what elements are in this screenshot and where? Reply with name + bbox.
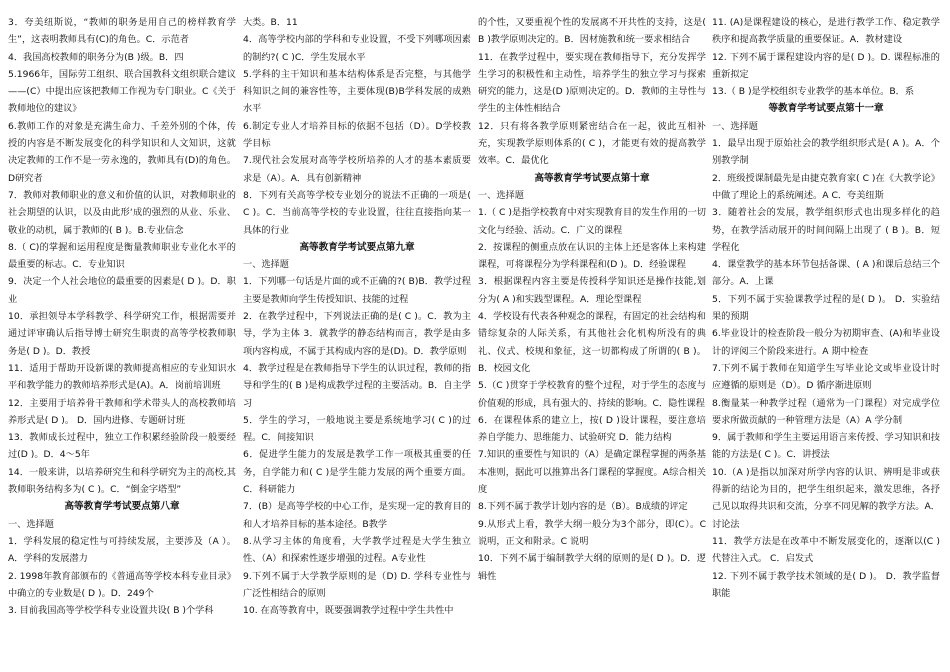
text-line: 6.毕业设计的检查阶段一般分为初期审查、(A)和毕业设计的评阅三个阶段来进行。A 期中检查: [712, 328, 940, 357]
text-line: 12．只有将各教学原则紧密结合在一起，彼此互相补充，实现教学原则体系的( C )，才能更有效的提高教学效率。C．最优化: [478, 120, 706, 167]
text-line: 1．下列哪一句话是片面的或不正确的?( B)B．教学过程主要是教师向学生传授知识、技能的过程: [243, 276, 471, 305]
text-line: 8.衡量某一种教学过程（通常为一门课程）对完成学位要求所做贡献的一种管理方法是（A）A 学分制: [712, 397, 940, 426]
text-line: 10．承担领导本学科教学、科学研究工作，根据需要并通过评审确认后指导博士研究生职责的高等学校教师职务是( D )。D．教授: [8, 311, 236, 357]
text-line: 5.学科的主干知识和基本结构体系是否完整，与其他学科知识之间的兼容性等，主要体现(B)B学科发展的成熟水平: [243, 68, 471, 115]
text-line: 14．一般来讲，以培养研究生和科学研究为主的高校,其教师职务结构多为( C )。C．“倒金字塔型”: [8, 466, 236, 496]
text-line: 5.1966年，国际劳工组织、联合国教科文组织联合建议——(C）中提出应该把教师工作视为专门职业。C《关于教师地位的建议》: [8, 68, 236, 115]
text-line: 4．高等学校内部的学科和专业设置，不受下列哪项因素的制约?( C )C．学生发展水平: [243, 34, 471, 63]
text-line: 5.（C )贯穿于学校教育的整个过程，对于学生的态度与价值观的形成，具有强大的、持续的影响。C．隐性课程: [478, 380, 706, 409]
text-line: 大类。B．11: [243, 17, 298, 28]
text-line: 一、选择题: [243, 259, 289, 271]
text-line: 13．教师成长过程中，独立工作积累经验阶段一般要经过(D )。D．4～5年: [8, 432, 236, 461]
text-line: 9.下列不属于大学教学原则的是（D) D. 学科专业性与广泛性相结合的原则: [243, 570, 471, 599]
column-3: [478, 14, 706, 585]
text-line: 9．决定一个人社会地位的最重要的因素是( D )。D．职业: [8, 276, 236, 305]
text-line: 10. 在高等教育中，既要强调教学过程中学生共性中: [243, 605, 454, 617]
text-line: 10.（A )是指以加深对所学内容的认识、辨明是非或获得新的结论为目的，把学生组织起来，激发思维，各抒己见以取得共识和交流，分享不同见解的教学方法。A．讨论法: [712, 466, 940, 530]
text-line: 2．按课程的侧重点放在认识的主体上还是客体上来构建课程，可将课程分为学科课程和(D )。D．经验课程: [478, 241, 706, 271]
text-line: 13.（ B )是学校组织专业教学的基本单位。B．系: [712, 86, 915, 98]
column-1: [8, 14, 236, 619]
text-line: 4．课堂教学的基本环节包括备课、( A )和课后总结三个部分。A．上课: [712, 259, 940, 288]
text-line: 的个性，又要重视个性的发展离不开共性的支持，这是( B )教学原则决定的。B．因材施教和统一要求相结合: [478, 17, 706, 46]
text-line: 11. (A)是课程建设的核心，是进行教学工作、稳定教学秩序和提高教学质量的重要保证。A．教材建设: [712, 17, 940, 46]
text-line: 2．在教学过程中，下列说法正确的是( C )。C．教为主导，学为主体 3．就教学的静态结构而言，教学是由多项内容构成，不属于其构成内容的是(D)。D．教学原则: [243, 311, 471, 357]
text-line: 2．班级授课制最先是由捷克教育家( C )在《大教学论》中做了理论上的系统阐述。A C．夸美纽斯: [712, 172, 940, 201]
text-line: 6.制定专业人才培养目标的依据不包括（D）。D学校教学目标: [243, 120, 471, 150]
text-line: 4．我国高校教师的职务分为(B )级。B．四: [8, 51, 184, 63]
text-line: 4．教学过程是在教师指导下学生的认识过程，教师的指导和学生的( B )是构成教学过程的主要活动。B．自主学习: [243, 362, 471, 409]
text-line: 3．随着社会的发展，教学组织形式也出现多样化的趋势，在教学活动展开的时间间隔上出现了 ( B )。B．短学程化: [712, 207, 940, 253]
text-line: 1.（ C )是指学校教育中对实现教育目的发生作用的一切文化与经验、活动。C．广义的课程: [478, 207, 706, 236]
text-line: 8.下列不属于教学计划内容的是（B）。B成绩的评定: [478, 501, 688, 513]
text-line: 一、选择题: [478, 189, 524, 201]
text-line: 8.（ C)的掌握和运用程度是衡量教师职业专业化水平的最重要的标志。C．专业知识: [8, 241, 236, 271]
text-line: 7.下列不属于教师在知道学生写毕业论文或毕业设计时应遵循的原则是（D）。D 循序渐进原则: [712, 362, 940, 392]
text-line: 3．夸美纽斯说，“教师的职务是用自己的榜样教育学生”，这表明教师具有(C)的角色。C．示范者: [8, 17, 236, 46]
text-line: 5．学生的学习，一般地说主要是系统地学习( C )的过程。C．间接知识: [243, 414, 471, 444]
text-line: 12. 下列不属于课程建设内容的是( D )。D. 课程标准的重新拟定: [712, 51, 940, 80]
text-line: 8.从学习主体的角度看，大学教学过程是大学生独立性、（A）和探索性逐步增强的过程。A专业性: [243, 535, 471, 565]
text-line: 1．学科发展的稳定性与可持续发展，主要涉及（A ）。A．学科的发展潜力: [8, 535, 236, 565]
text-line: 3．根据课程内容主要是传授科学知识还是操作技能,划分为( A )和实践型课程。A．理论型课程: [478, 276, 706, 305]
section-heading: 高等教育学考试要点第九章: [299, 241, 415, 253]
text-line: 7.现代社会发展对高等学校所培养的人才的基本素质要求是（A）。A．具有创新精神: [243, 155, 471, 184]
text-line: 3. 目前我国高等学校学科专业设置共设( B )个学科: [8, 605, 214, 617]
section-heading: 高等教育学考试要点第十章: [534, 172, 650, 184]
text-line: 7.知识的重要性与知识的（A）是确定课程掌握的两条基本准则，据此可以推算出各门课程的掌握度。A综合相关度: [478, 449, 706, 496]
text-line: 11．适用于帮助开设新课的教师提高相应的专业知识水平和教学能力的教师培养形式是(A)。A．岗前培训班: [8, 362, 236, 392]
text-line: 10．下列不属于编制教学大纲的原则的是( D )。D．逻辑性: [478, 553, 706, 582]
section-heading: 等教育学考试要点第十一章: [768, 103, 884, 115]
text-line: 9.从形式上看，教学大纲一般分为3个部分，即(C）。C 说明，正文和附录。C 说明: [478, 518, 706, 547]
text-line: 7．教师对教师职业的意义和价值的认识，对教师职业的社会期望的认识，以及由此形‘成的强烈的从业、乐业、敬业的动机，属于教师的( B )。B.专业信念: [8, 189, 236, 236]
column-4: [712, 14, 940, 602]
text-line: 6．促进学生能力的发展是教学工作一项极其重要的任务，自学能力和( C )是学生能力发展的两个重要方面。C．科研能力: [243, 449, 471, 496]
text-line: 一、选择题: [8, 518, 54, 530]
column-2: [243, 14, 471, 619]
text-line: 11．教学方法是在改革中不断发展变化的，逐渐以(C )代替注入式。 C．启发式: [712, 535, 940, 565]
text-line: 6.教师工作的对象是充满生命力、千差外别的个体，传授的内容是不断发展变化的科学知识和人文知识，这就决定教师的工作不是一劳永逸的，教师具有(D)的角色。D研究者: [8, 120, 236, 184]
text-line: 11．在教学过程中，要实现在教师指导下，充分发挥学生学习的积极性和主动性，培养学生的独立学习与探索研究的能力，这是(D )原则决定的。D．教师的主导性与学生的主体性相结合: [478, 51, 706, 115]
text-line: 1．最早出现于原始社会的教学组织形式是( A )。A．个别教学制: [712, 138, 940, 167]
section-heading: 高等教育学考试要点第八章: [64, 501, 180, 513]
text-line: 9．属于教师和学生主要运用语言来传授、学习知识和技能的方法是( C )。C．讲授法: [712, 432, 940, 461]
text-line: 4．学校设有代表各种观念的课程，有固定的社会结构和错综复杂的人际关系，有其他社会化机构所没有的典礼、仪式、校规和象征，这一切都构成了所谓的( B )。B．校园文化: [478, 311, 706, 374]
text-line: 6．在课程体系的建立上，按( D )设计课程，要注意培养自学能力、思维能力、试验研究 D．能力结构: [478, 414, 706, 444]
text-line: 一、选择题: [712, 120, 758, 132]
text-line: 8．下列有关高等学校专业划分的说法不正确的一项是( C )。C．当前高等学校的专业设置，往往直接指向某一具体的行业: [243, 189, 471, 236]
text-line: 12. 下列不属于教学技术领域的是( D )。 D．教学监督职能: [712, 570, 940, 599]
text-line: 5．下列不属于实验课教学过程的是( D )。 D．实验结果的预期: [712, 293, 940, 323]
text-line: 2. 1998年教育部颁布的《普通高等学校本科专业目录》中确立的专业数是( D )。D．249个: [8, 570, 237, 599]
text-line: 12．主要用于培养骨干教师和学术带头人的高校教师培养形式是( D )。 D．国内进修、专题研讨班: [8, 397, 236, 426]
text-line: 7．(B）是高等学校的中心工作，是实现一定的教育目的和人才培养目标的基本途径。B教学: [243, 501, 471, 530]
